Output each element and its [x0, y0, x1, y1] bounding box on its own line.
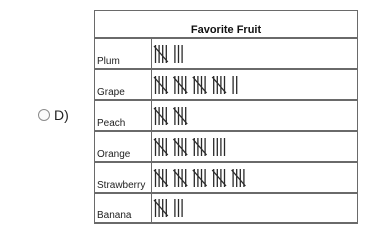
tally-group: [154, 76, 168, 94]
tally-marks: [152, 100, 358, 131]
tally-marks: [152, 69, 358, 100]
table-row-strawberry: [95, 162, 358, 193]
table-row-peach: [95, 100, 358, 131]
tally-graphic: [152, 134, 356, 160]
table-row-grape: [95, 69, 358, 100]
tally-graphic: [152, 72, 356, 98]
tally-graphic: [152, 195, 356, 221]
tally-group: [193, 169, 207, 187]
fruit-name: Orange: [95, 131, 152, 162]
tally-group: [193, 76, 207, 94]
tally-group: [212, 169, 226, 187]
fruit-name: Plum: [95, 38, 152, 69]
tally-group: [175, 199, 182, 217]
radio-button[interactable]: [38, 109, 50, 121]
tally-group: [173, 138, 187, 156]
fruit-name: Grape: [95, 69, 152, 100]
tally-group: [154, 199, 168, 217]
table-row-plum: [95, 38, 358, 69]
tally-group: [154, 169, 168, 187]
fruit-name: Strawberry: [95, 162, 152, 193]
tally-group: [173, 107, 187, 125]
tally-group: [173, 169, 187, 187]
tally-graphic: [152, 103, 356, 129]
tally-group: [173, 76, 187, 94]
tally-marks: [152, 131, 358, 162]
option-label: D): [54, 107, 69, 123]
tally-graphic: [152, 165, 356, 191]
table-row-orange: [95, 131, 358, 162]
tally-marks: [152, 193, 358, 223]
tally-group: [175, 45, 182, 63]
fruit-name: Peach: [95, 100, 152, 131]
answer-option-d[interactable]: [38, 106, 69, 124]
fruit-name: Banana: [95, 193, 152, 223]
tally-group: [154, 107, 168, 125]
tally-group: [193, 138, 207, 156]
tally-graphic: [152, 41, 356, 67]
tally-table: [94, 10, 358, 224]
tally-group: [232, 169, 246, 187]
tally-group: [214, 138, 225, 156]
tally-group: [154, 45, 168, 63]
table-row-banana: [95, 193, 358, 223]
tally-group: [154, 138, 168, 156]
tally-marks: [152, 38, 358, 69]
tally-marks: [152, 162, 358, 193]
tally-group: [233, 76, 237, 94]
tally-group: [212, 76, 226, 94]
table-title: Favorite Fruit: [95, 11, 358, 39]
